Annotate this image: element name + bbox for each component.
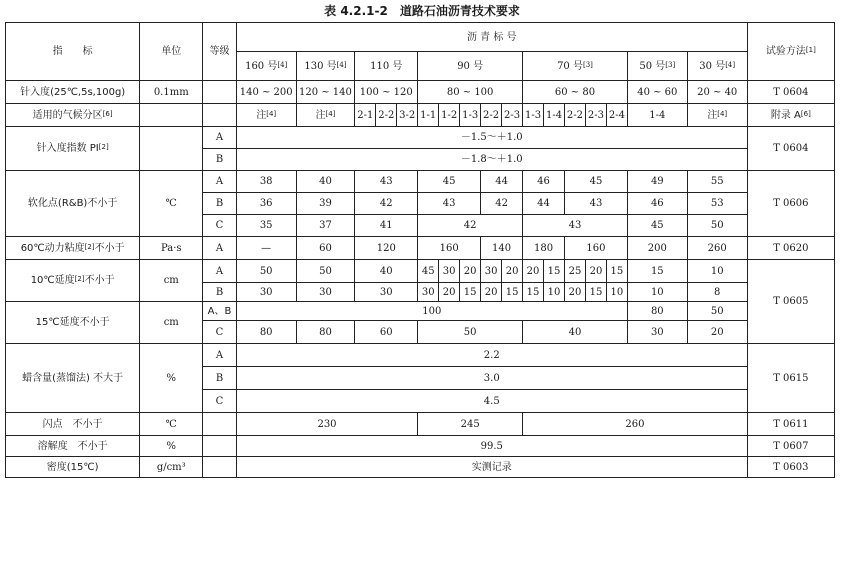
- climate-90-2: 1-2: [439, 104, 460, 127]
- ductility10-b-160: 30: [236, 283, 296, 302]
- label-160: 160 号[4]: [236, 52, 296, 81]
- ductility15-c-160: 80: [236, 321, 296, 344]
- climate-90-3: 1-3: [460, 104, 481, 127]
- wax-name: 蜡含量(蒸馏法) 不大于: [6, 344, 140, 413]
- ductility10-b-90-1: 30: [418, 283, 439, 302]
- label-70: 70 号[3]: [523, 52, 628, 81]
- penetration-30: 20 ~ 40: [687, 81, 747, 104]
- ductility10-b-50: 10: [627, 283, 687, 302]
- softening-a-90-2: 44: [481, 171, 523, 193]
- softening-b-110: 42: [355, 193, 418, 215]
- density-value: 实测记录: [236, 457, 747, 478]
- ductility10-a-90-5: 20: [502, 260, 523, 283]
- ductility15-grade-c: C: [203, 321, 237, 344]
- viscosity-method: T 0620: [747, 237, 834, 260]
- ductility10-b-70-2: 10: [544, 283, 565, 302]
- row-viscosity: [6, 237, 835, 260]
- climate-70-1: 1-3: [523, 104, 544, 127]
- climate-method: 附录 A[6]: [747, 104, 834, 127]
- wax-method: T 0615: [747, 344, 834, 413]
- ductility10-b-110: 30: [355, 283, 418, 302]
- label-110: 110 号: [355, 52, 418, 81]
- ductility10-unit: cm: [140, 260, 203, 302]
- ductility10-a-70-3: 25: [565, 260, 586, 283]
- climate-110-2: 2-2: [376, 104, 397, 127]
- softening-method: T 0606: [747, 171, 834, 237]
- solubility-grade: [203, 436, 237, 457]
- climate-90-4: 2-2: [481, 104, 502, 127]
- table-caption: 表 4.2.1-2 道路石油沥青技术要求: [324, 4, 520, 18]
- softening-a-130: 40: [296, 171, 355, 193]
- density-name: 密度(15℃): [6, 457, 140, 478]
- softening-b-70-2: 43: [565, 193, 628, 215]
- ductility10-a-90-4: 30: [481, 260, 502, 283]
- climate-160: 注[4]: [236, 104, 296, 127]
- ductility10-grade-a: A: [203, 260, 237, 283]
- solubility-method: T 0607: [747, 436, 834, 457]
- climate-unit: [140, 104, 203, 127]
- softening-b-160: 36: [236, 193, 296, 215]
- ductility15-ab-50: 80: [627, 302, 687, 321]
- pi-value-a: －1.5～＋1.0: [236, 127, 747, 149]
- ductility10-b-90-3: 15: [460, 283, 481, 302]
- penetration-name: 针入度(25℃,5s,100g): [6, 81, 140, 104]
- ductility15-c-110: 60: [355, 321, 418, 344]
- wax-value-a: 2.2: [236, 344, 747, 367]
- flash-value-2: 245: [418, 413, 523, 436]
- penetration-70: 60 ~ 80: [523, 81, 628, 104]
- pi-grade-a: A: [203, 127, 237, 149]
- ductility10-a-130: 50: [296, 260, 355, 283]
- softening-a-30: 55: [687, 171, 747, 193]
- climate-70-5: 2-4: [606, 104, 627, 127]
- flash-name: 闪点 不小于: [6, 413, 140, 436]
- row-solubility: [6, 436, 835, 457]
- climate-90-5: 2-3: [502, 104, 523, 127]
- ductility15-c-50: 30: [627, 321, 687, 344]
- climate-30: 注[4]: [687, 104, 747, 127]
- ductility10-b-70-3: 20: [565, 283, 586, 302]
- climate-70-3: 2-2: [565, 104, 586, 127]
- viscosity-90-2: 140: [481, 237, 523, 260]
- density-unit: g/cm³: [140, 457, 203, 478]
- penetration-grade: [203, 81, 237, 104]
- ductility10-a-160: 50: [236, 260, 296, 283]
- ductility10-a-70-1: 20: [523, 260, 544, 283]
- viscosity-90-1: 160: [418, 237, 481, 260]
- softening-b-70-1: 44: [523, 193, 565, 215]
- softening-b-130: 39: [296, 193, 355, 215]
- wax-value-c: 4.5: [236, 390, 747, 413]
- viscosity-unit: Pa·s: [140, 237, 203, 260]
- ductility10-a-30: 10: [687, 260, 747, 283]
- row-ductility15-ab: [6, 302, 835, 321]
- penetration-method: T 0604: [747, 81, 834, 104]
- penetration-50: 40 ~ 60: [627, 81, 687, 104]
- viscosity-70-1: 180: [523, 237, 565, 260]
- softening-c-110: 41: [355, 215, 418, 237]
- viscosity-50: 200: [627, 237, 687, 260]
- climate-grade: [203, 104, 237, 127]
- climate-50: 1-4: [627, 104, 687, 127]
- header-asphalt-label: 沥 青 标 号: [236, 23, 747, 52]
- ductility10-a-70-4: 20: [585, 260, 606, 283]
- softening-c-90: 42: [418, 215, 523, 237]
- ductility10-a-50: 15: [627, 260, 687, 283]
- ductility10-b-30: 8: [687, 283, 747, 302]
- ductility15-c-30: 20: [687, 321, 747, 344]
- climate-90-1: 1-1: [418, 104, 439, 127]
- solubility-unit: %: [140, 436, 203, 457]
- softening-a-70-2: 45: [565, 171, 628, 193]
- softening-c-50: 45: [627, 215, 687, 237]
- softening-a-90-1: 45: [418, 171, 481, 193]
- softening-b-90-1: 43: [418, 193, 481, 215]
- softening-a-110: 43: [355, 171, 418, 193]
- viscosity-160: —: [236, 237, 296, 260]
- ductility10-b-70-5: 10: [606, 283, 627, 302]
- ductility10-b-90-5: 15: [502, 283, 523, 302]
- softening-b-90-2: 42: [481, 193, 523, 215]
- softening-name: 软化点(R&B)不小于: [6, 171, 140, 237]
- ductility15-c-130: 80: [296, 321, 355, 344]
- solubility-name: 溶解度 不小于: [6, 436, 140, 457]
- ductility15-c-90: 50: [418, 321, 523, 344]
- wax-grade-a: A: [203, 344, 237, 367]
- penetration-130: 120 ~ 140: [296, 81, 355, 104]
- ductility10-b-130: 30: [296, 283, 355, 302]
- ductility10-a-70-5: 15: [606, 260, 627, 283]
- flash-value-1: 230: [236, 413, 417, 436]
- viscosity-110: 120: [355, 237, 418, 260]
- flash-unit: ℃: [140, 413, 203, 436]
- ductility15-c-70: 40: [523, 321, 628, 344]
- label-30: 30 号[4]: [687, 52, 747, 81]
- ductility10-b-70-1: 15: [523, 283, 544, 302]
- ductility-method: T 0605: [747, 260, 834, 344]
- label-90: 90 号: [418, 52, 523, 81]
- softening-a-160: 38: [236, 171, 296, 193]
- row-wax-a: [6, 344, 835, 367]
- penetration-160: 140 ~ 200: [236, 81, 296, 104]
- viscosity-70-2: 160: [565, 237, 628, 260]
- softening-a-70-1: 46: [523, 171, 565, 193]
- header-indicator: 指 标: [6, 23, 140, 81]
- density-method: T 0603: [747, 457, 834, 478]
- climate-70-4: 2-3: [585, 104, 606, 127]
- ductility10-a-90-1: 45: [418, 260, 439, 283]
- header-unit: 单位: [140, 23, 203, 81]
- softening-b-30: 53: [687, 193, 747, 215]
- wax-unit: %: [140, 344, 203, 413]
- ductility10-a-90-2: 30: [439, 260, 460, 283]
- label-50: 50 号[3]: [627, 52, 687, 81]
- header-test-method: 试验方法[1]: [747, 23, 834, 81]
- row-flash: [6, 413, 835, 436]
- row-pi-a: [6, 127, 835, 149]
- softening-c-160: 35: [236, 215, 296, 237]
- ductility10-b-90-2: 20: [439, 283, 460, 302]
- climate-70-2: 1-4: [544, 104, 565, 127]
- ductility10-a-70-2: 15: [544, 260, 565, 283]
- viscosity-grade: A: [203, 237, 237, 260]
- label-130: 130 号[4]: [296, 52, 355, 81]
- climate-110-3: 3-2: [397, 104, 418, 127]
- flash-value-3: 260: [523, 413, 748, 436]
- softening-grade-a: A: [203, 171, 237, 193]
- header-grade: 等级: [203, 23, 237, 81]
- ductility10-a-90-3: 20: [460, 260, 481, 283]
- penetration-90: 80 ~ 100: [418, 81, 523, 104]
- solubility-value: 99.5: [236, 436, 747, 457]
- ductility15-name: 15℃延度不小于: [6, 302, 140, 344]
- pi-grade-b: B: [203, 149, 237, 171]
- row-penetration: [6, 81, 835, 104]
- ductility10-name: 10℃延度[2]不小于: [6, 260, 140, 302]
- row-density: [6, 457, 835, 478]
- row-ductility10-a: [6, 260, 835, 283]
- viscosity-30: 260: [687, 237, 747, 260]
- softening-unit: ℃: [140, 171, 203, 237]
- ductility15-ab-30: 50: [687, 302, 747, 321]
- ductility10-b-70-4: 15: [585, 283, 606, 302]
- row-softening-a: [6, 171, 835, 193]
- pi-name: 针入度指数 PI[2]: [6, 127, 140, 171]
- softening-c-70: 43: [523, 215, 628, 237]
- asphalt-spec-table: [5, 22, 835, 478]
- softening-grade-b: B: [203, 193, 237, 215]
- penetration-110: 100 ~ 120: [355, 81, 418, 104]
- softening-a-50: 49: [627, 171, 687, 193]
- climate-110-1: 2-1: [355, 104, 376, 127]
- softening-grade-c: C: [203, 215, 237, 237]
- ductility10-a-110: 40: [355, 260, 418, 283]
- penetration-unit: 0.1mm: [140, 81, 203, 104]
- ductility10-b-90-4: 20: [481, 283, 502, 302]
- climate-name: 适用的气候分区[6]: [6, 104, 140, 127]
- pi-value-b: －1.8～＋1.0: [236, 149, 747, 171]
- softening-c-30: 50: [687, 215, 747, 237]
- viscosity-130: 60: [296, 237, 355, 260]
- ductility15-unit: cm: [140, 302, 203, 344]
- climate-130: 注[4]: [296, 104, 355, 127]
- viscosity-name: 60℃动力粘度[2]不小于: [6, 237, 140, 260]
- ductility15-ab-value: 100: [236, 302, 627, 321]
- wax-grade-b: B: [203, 367, 237, 390]
- pi-unit: [140, 127, 203, 171]
- density-grade: [203, 457, 237, 478]
- ductility10-grade-b: B: [203, 283, 237, 302]
- row-climate: [6, 104, 835, 127]
- flash-method: T 0611: [747, 413, 834, 436]
- wax-grade-c: C: [203, 390, 237, 413]
- wax-value-b: 3.0: [236, 367, 747, 390]
- flash-grade: [203, 413, 237, 436]
- ductility15-grade-ab: A、B: [203, 302, 237, 321]
- softening-b-50: 46: [627, 193, 687, 215]
- pi-method: T 0604: [747, 127, 834, 171]
- softening-c-130: 37: [296, 215, 355, 237]
